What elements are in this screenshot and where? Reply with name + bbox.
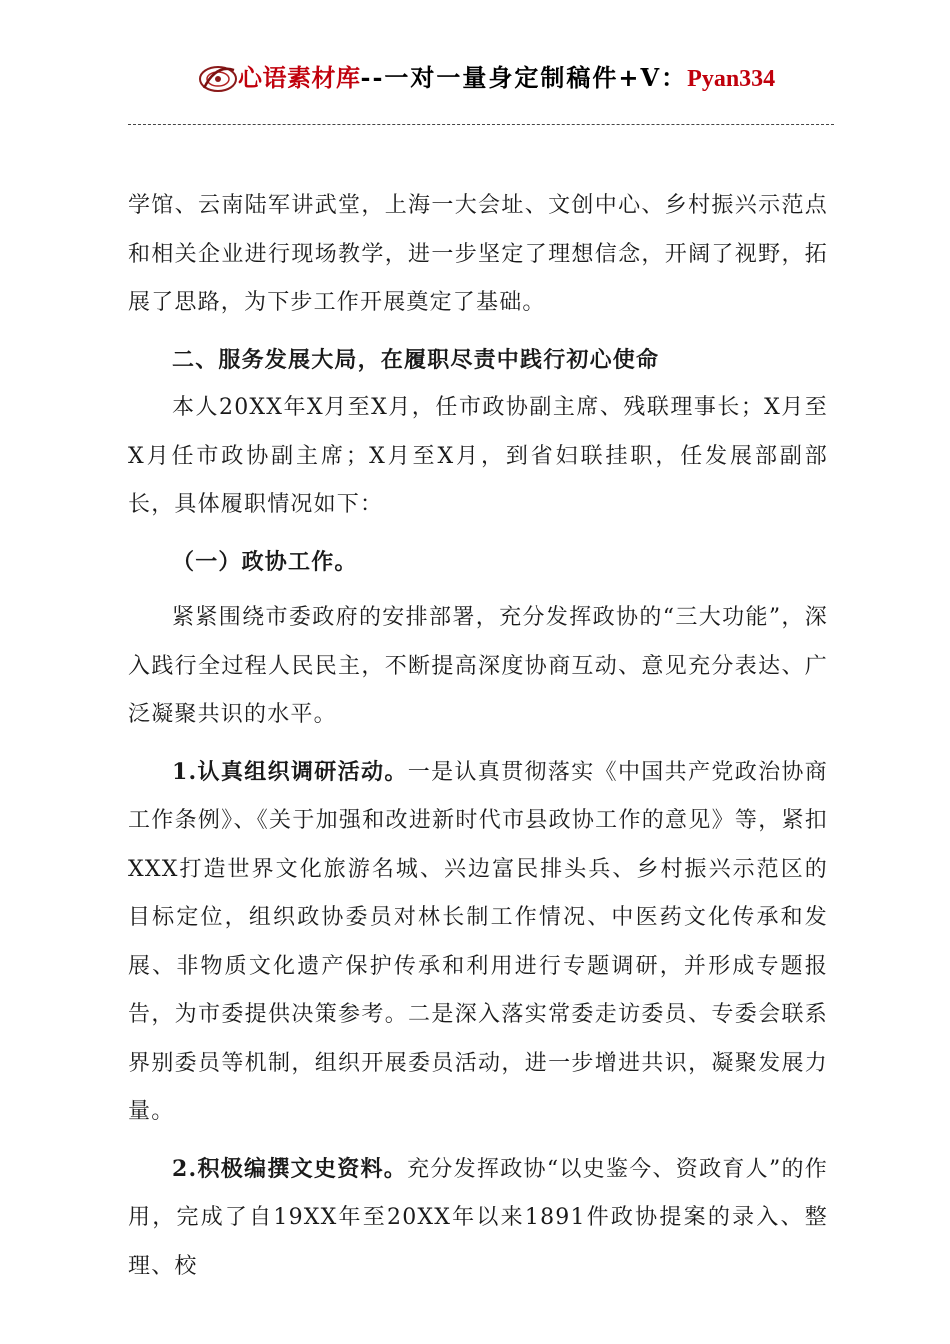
section-heading-2: 二、服务发展大局，在履职尽责中践行初心使命 (172, 346, 660, 373)
header-divider (128, 124, 834, 125)
item-2 (128, 1145, 828, 1292)
item-1 (128, 748, 828, 1137)
header-title (238, 62, 775, 95)
item-1-title: 1.认真组织调研活动。 (172, 758, 408, 785)
header-contact: Pyan334 (687, 66, 776, 92)
header-separator: -- (360, 63, 385, 92)
document-body (128, 182, 828, 1291)
paragraph-1: 学馆、云南陆军讲武堂，上海一大会址、文创中心、乡村振兴示范点和相关企业进行现场教学，进一步坚定了理想信念，开阔了视野，拓展了思路，为下步工作开展奠定了基础。 (128, 193, 828, 315)
header-service: 一对一量身定制稿件+V： (384, 63, 688, 92)
item-2-title: 2.积极编撰文史资料。 (172, 1155, 408, 1182)
brand-name: 心语素材库 (238, 63, 361, 92)
paragraph-3: 紧紧围绕市委政府的安排部署，充分发挥政协的“三大功能”，深入践行全过程人民民主，不断提高深度协商互动、意见充分表达、广泛凝聚共识的水平。 (128, 605, 828, 727)
paragraph-2: 本人20XX年X月至X月，任市政协副主席、残联理事长；X月至X月任市政协副主席；X月至X月，到省妇联挂职，任发展部副部长，具体履职情况如下： (128, 395, 828, 517)
page-header (0, 58, 950, 102)
item-2-text: 充分发挥政协“以史鉴今、资政育人”的作用，完成了自19XX年至20XX年以来1891件政协提案的录入、整理、校 (128, 1156, 829, 1279)
item-1-text: 一是认真贯彻落实《中国共产党政治协商工作条例》、《关于加强和改进新时代市县政协工作的意见》等，紧扣XXX打造世界文化旅游名城、兴边富民排头兵、乡村振兴示范区的目标定位，组织政协委员对林长制工作情况、中医药文化传承和发展、非物质文化遗产保护传承和利用进行专题调研，并形成专题报告，为市委提供决策参考。二是深入落实常委走访委员、专委会联系界别委员等机制，组织开展委员活动，进一步增进共识，凝聚发展力量。 (128, 759, 828, 1124)
subsection-heading-1: （一）政协工作。 (172, 548, 358, 575)
brand-logo-icon (196, 58, 242, 98)
